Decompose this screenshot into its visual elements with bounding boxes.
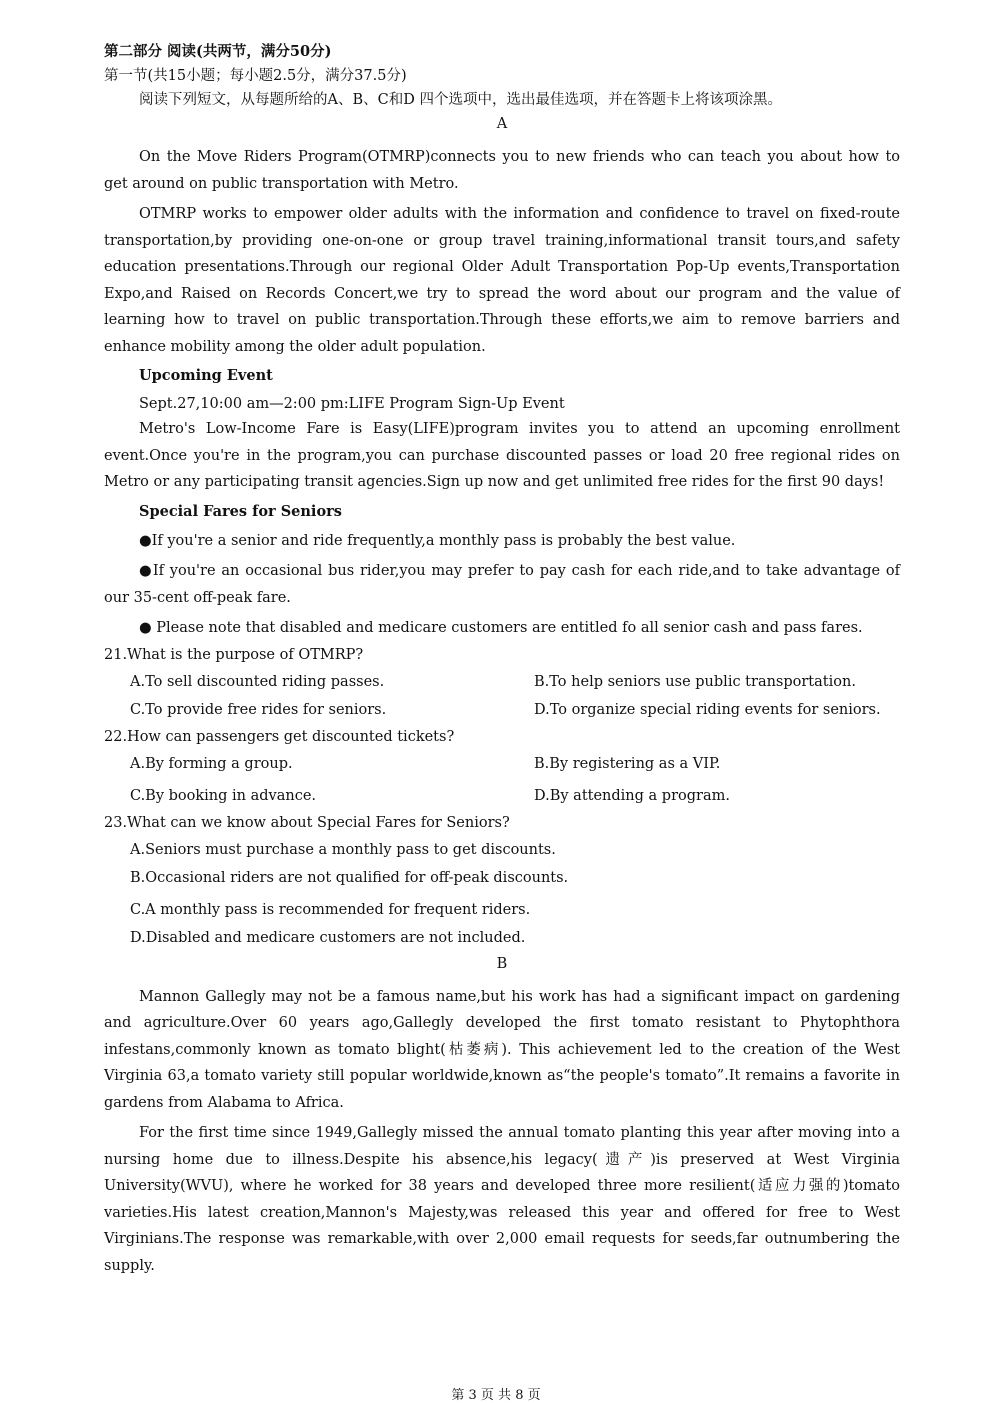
option-d: D.To organize special riding events for seniors. — [534, 701, 881, 718]
exam-page — [104, 40, 900, 1279]
passage-a-paragraph-2: OTMRP works to empower older adults with the information and confidence to travel on fixed-route transportation,by providing one-on-one or group travel training,informational transit tours,and safety education presentations.Through our regional Older Adult Transportation Pop-Up events,Transportation Expo,and Raised on Records Concert,we try to spread the word about our program and the value of learning how to travel on public transportation.Through these efforts,we aim to remove barriers and enhance mobility among the older adult population. — [104, 206, 900, 355]
special-fares-heading: Special Fares for Seniors — [139, 502, 342, 520]
option-d: D.Disabled and medicare customers are not included. — [130, 929, 526, 946]
option-a: A.To sell discounted riding passes. — [130, 673, 385, 690]
question-22 — [104, 724, 900, 810]
question-stem: 23.What can we know about Special Fares for Seniors? — [104, 814, 510, 831]
option-a: A.Seniors must purchase a monthly pass to get discounts. — [130, 841, 556, 858]
fare-bullet-3: ● Please note that disabled and medicare customers are entitled fo all senior cash and pass fares. — [139, 620, 863, 636]
fare-bullet-1: ●If you're a senior and ride frequently,a monthly pass is probably the best value. — [139, 532, 736, 549]
option-b: B.By registering as a VIP. — [534, 755, 721, 772]
part-heading: 第二部分 阅读(共两节，满分50分) — [104, 43, 332, 60]
page-number: 第 3 页 共 8 页 — [451, 1388, 541, 1403]
passage-b-letter: B — [496, 955, 508, 972]
section-heading: 第一节(共15小题；每小题2.5分，满分37.5分) — [104, 68, 407, 84]
question-stem: 21.What is the purpose of OTMRP? — [104, 646, 364, 663]
option-a: A.By forming a group. — [130, 755, 293, 772]
option-b: B.Occasional riders are not qualified for off-peak discounts. — [130, 869, 569, 886]
instruction: 阅读下列短文，从每题所给的A、B、C和D 四个选项中，选出最佳选项，并在答题卡上将该项涂黑。 — [139, 92, 782, 108]
passage-a-paragraph-1: On the Move Riders Program(OTMRP)connects you to new friends who can teach you about how to get around on public transportation with Metro. — [104, 149, 900, 192]
question-stem: 22.How can passengers get discounted tickets? — [104, 728, 455, 745]
option-c: C.To provide free rides for seniors. — [130, 701, 387, 718]
event-time: Sept.27,10:00 am—2:00 pm:LIFE Program Sign-Up Event — [139, 396, 565, 412]
passage-b-paragraph-1: Mannon Gallegly may not be a famous name,but his work has had a significant impact on gardening and agriculture.Over 60 years ago,Gallegly developed the first tomato resistant to Phytophthora infestans,commonly known as tomato blight(枯萎病). This achievement led to the creation of the West Virginia 63,a tomato variety still popular worldwide,known as“the people's tomato”.It remains a favorite in gardens from Alabama to Africa. — [104, 988, 900, 1111]
event-description: Metro's Low-Income Fare is Easy(LIFE)program invites you to attend an upcoming enrollment event.Once you're in the program,you can purchase discounted passes or load 20 free regional rides on Metro or any participating transit agencies.Sign up now and get unlimited free rides for the first 90 days! — [104, 421, 900, 490]
question-23 — [104, 810, 900, 952]
option-b: B.To help seniors use public transportation. — [534, 673, 856, 690]
upcoming-event-heading: Upcoming Event — [139, 367, 273, 384]
option-d: D.By attending a program. — [534, 787, 730, 804]
passage-b-paragraph-2: For the first time since 1949,Gallegly missed the annual tomato planting this year after moving into a nursing home due to illness.Despite his absence,his legacy(遗产)is preserved at West Virginia University(WVU), where he worked for 38 years and developed three more resilient(适应力强的)tomato varieties.His latest creation,Mannon's Majesty,was released this year and offered for free to West Virginians.The response was remarkable,with over 2,000 email requests for seeds,far outnumbering the supply. — [104, 1125, 900, 1274]
question-21 — [104, 642, 900, 724]
fare-bullet-2: ●If you're an occasional bus rider,you may prefer to pay cash for each ride,and to take advantage of our 35-cent off-peak fare. — [104, 563, 900, 606]
passage-a-letter: A — [496, 116, 508, 132]
option-c: C.By booking in advance. — [130, 787, 317, 804]
option-c: C.A monthly pass is recommended for frequent riders. — [130, 901, 531, 918]
